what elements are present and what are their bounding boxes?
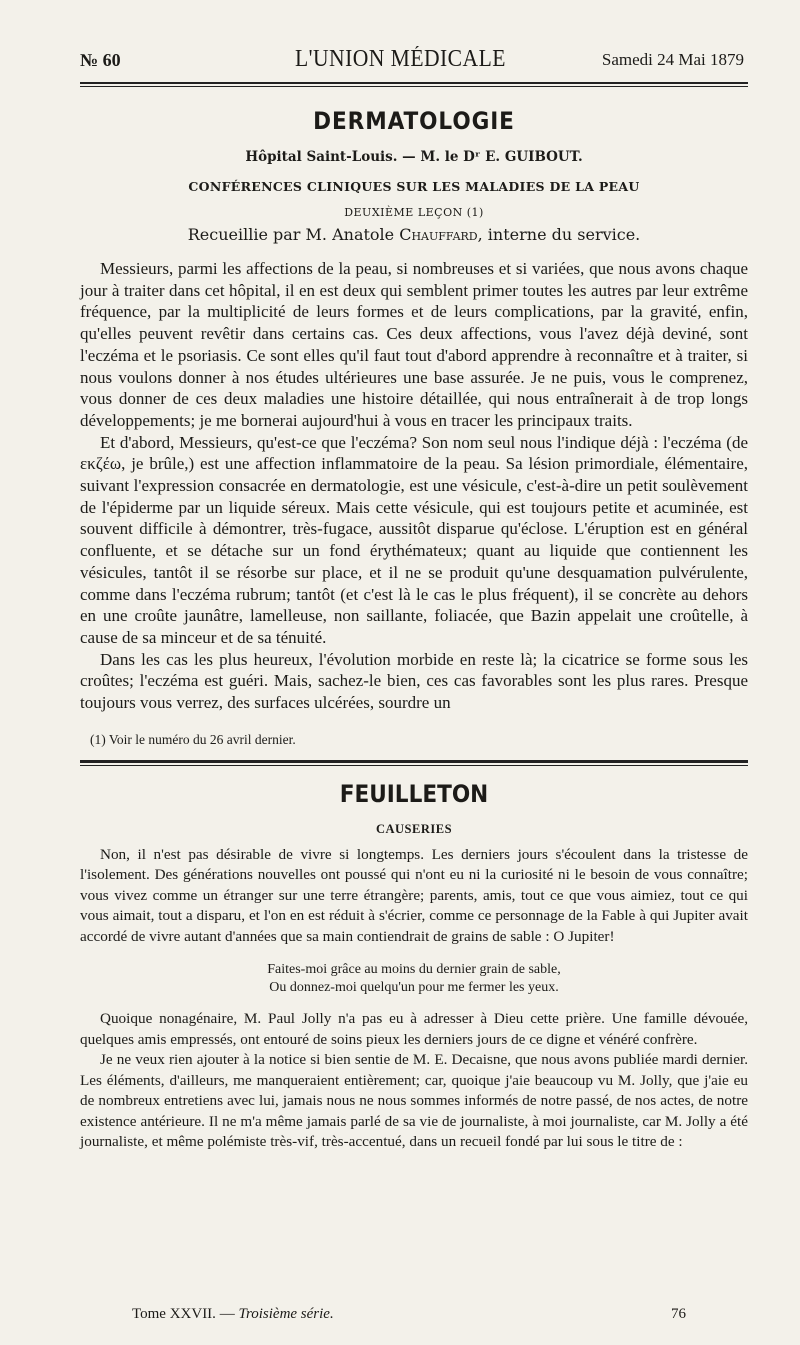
feuilleton-paragraph: Je ne veux rien ajouter à la notice si bien sentie de M. E. Decaisne, que nous avons publiée mardi dernier. Les éléments, d'ailleurs, me manqueraient entièrement; car, quoique j'aie beaucoup vu M. Jolly, que j'aie eu de nombreux entretiens avec lui, jamais nous ne nous sommes informés de notre passé, de nos actes, de notre existence antérieure. Il ne m'a même jamais parlé de sa vie de journaliste, à moi journaliste, car M. Jolly a été journaliste, et même polémiste très-vif, très-accentué, dans un recueil fondé par lui sous le titre de :	[80, 1051, 748, 1151]
feuilleton-title: FEUILLETON	[339, 779, 489, 808]
collected-by: Recueillie par M. Anatole Chauffard, interne du service.	[187, 225, 641, 244]
hospital-line: Hôpital Saint-Louis. — M. le Dʳ E. GUIBOUT.	[245, 149, 583, 165]
article-paragraph: Messieurs, parmi les affections de la peau, si nombreuses et si variées, que nous avons chaque jour à traiter dans cet hôpital, il en est deux qui semblent primer toutes les autres par leur extrême fréquence, par la multiplicité de leurs formes et de leurs complications, par la gravité, enfin, qu'elles peuvent revêtir dans certains cas. Ces deux affections, vous l'avez déjà deviné, sont l'eczéma et le psoriasis. Ce sont elles qu'il faut tout d'abord apprendre à reconnaître et à traiter, si nous voulons donner à nos études ultérieures une base assurée. Je ne puis, vous le comprenez, vous donner de ces deux maladies une histoire détaillée, qui nous entraînerait à de trop longs développements; je me bornerai aujourd'hui à vous en tracer les principaux traits.	[80, 259, 748, 430]
article-body	[80, 258, 748, 714]
footnote: (1) Voir le numéro du 26 avril dernier.	[90, 731, 296, 747]
feuilleton-subtitle: CAUSERIES	[375, 821, 453, 836]
section-title: DERMATOLOGIE	[313, 107, 515, 135]
feuilleton-paragraph: Non, il n'est pas désirable de vivre si longtemps. Les derniers jours s'écoulent dans la tristesse de l'isolement. Des générations nouvelles ont poussé qui n'ont eu ni la curiosité ni le besoin de vous connaître; vous vivez comme un étranger sur une terre étrangère; parents, amis, tout ce que vous aimiez, tout ce qui vous aimait, tout a disparu, et l'on en est réduit à s'écrier, comme ce personnage de la Fable à qui Jupiter avait accordé de vivre autant d'années que sa main contiendrait de grains de sable : O Jupiter!	[80, 845, 748, 945]
conference-title: CONFÉRENCES CLINIQUES SUR LES MALADIES DE LA PEAU	[188, 179, 640, 194]
page-header	[80, 38, 748, 72]
verse-line: Ou donnez-moi quelqu'un pour me fermer les yeux.	[269, 980, 559, 996]
verse-quote	[80, 961, 748, 997]
article-paragraph: Dans les cas les plus heureux, l'évolution morbide en reste là; la cicatrice se forme sous les croûtes; l'eczéma est guéri. Mais, sachez-le bien, ces cas favorables sont les plus rares. Presque toujours vous verrez, des surfaces ulcérées, sourdre un	[80, 649, 748, 713]
feuilleton-body	[80, 845, 748, 1153]
author-name: Chauffard	[399, 225, 478, 244]
feuilleton-paragraph: Quoique nonagénaire, M. Paul Jolly n'a pas eu à adresser à Dieu cette prière. Une famille dévouée, quelques amis empressés, ont entouré de soins pieux les derniers jours de ce digne et vénéré confrère.	[80, 1010, 748, 1048]
issue-date: Samedi 24 Mai 1879	[601, 50, 744, 69]
issue-number: № 60	[80, 50, 121, 70]
journal-page	[80, 38, 748, 1153]
tome-label: Tome XXVII. — Troisième série.	[132, 1306, 334, 1322]
journal-title: L'UNION MÉDICALE	[295, 46, 506, 72]
series-label: Troisième série.	[238, 1306, 334, 1322]
header-rule	[80, 82, 748, 87]
feuilleton-rule	[80, 760, 748, 766]
article-paragraph: Et d'abord, Messieurs, qu'est-ce que l'eczéma? Son nom seul nous l'indique déjà : l'eczéma (de εκζέω, je brûle,) est une affection inflammatoire de la peau. Sa lésion primordiale, élémentaire, suivant l'expression consacrée en dermatologie, est une vésicule, c'est-à-dire un petit soulèvement de l'épiderme par un liquide séreux. Mais cette vésicule, qui est toujours petite et acuminée, est souvent difficile à démontrer, très-fugace, aussitôt disparue qu'éclose. L'éruption est en général confluente, et se détache sur un fond érythémateux; quant au liquide que contiennent les vésicules, tantôt il se résorbe sur place, et il ne se produit qu'une desquamation pulvérulente, comme dans l'eczéma rubrum; tantôt (et c'est là le cas le plus fréquent), il se concrète au dehors en une croûte jaunâtre, lamelleuse, non saillante, foliacée, que Bazin appelait une croûtelle, à cause de sa minceur et de sa ténuité.	[80, 432, 748, 647]
page-number: 76	[671, 1306, 686, 1322]
lecture-number: DEUXIÈME LEÇON (1)	[344, 206, 484, 219]
verse-line: Faites-moi grâce au moins du dernier grain de sable,	[267, 962, 561, 978]
